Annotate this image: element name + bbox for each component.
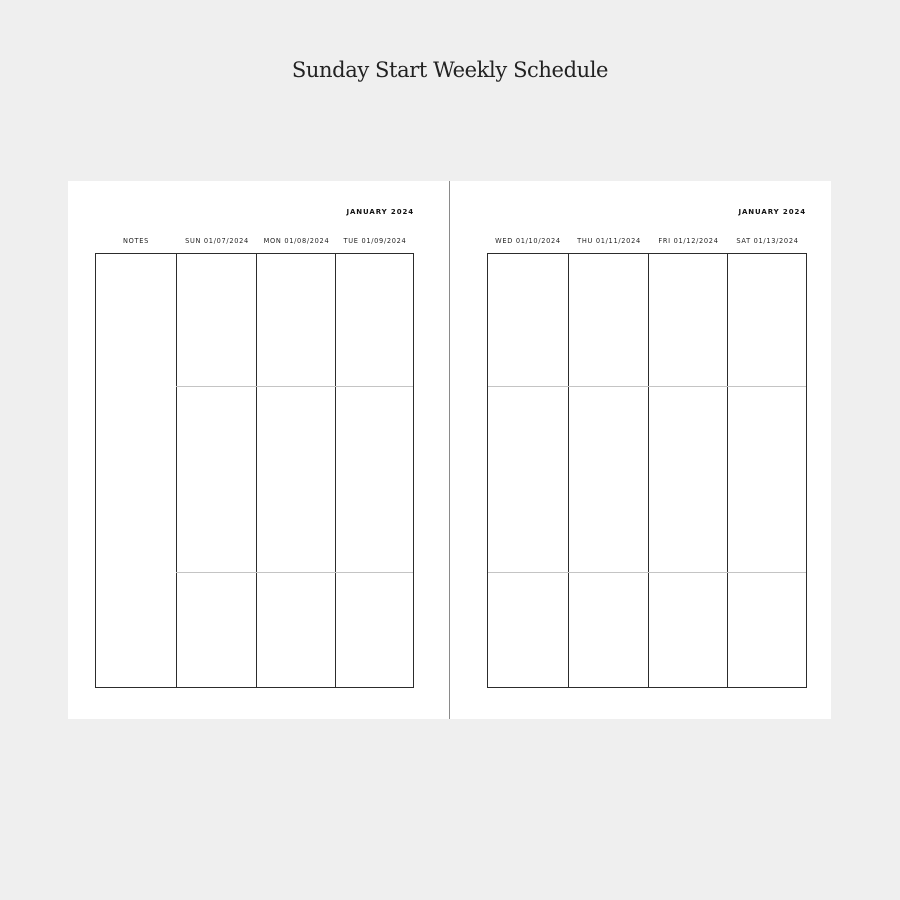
column-header-sat: SAT 01/13/2024: [736, 237, 799, 245]
column-header-tue: TUE 01/09/2024: [343, 237, 407, 245]
column-header-mon: MON 01/08/2024: [263, 237, 330, 245]
day-column-sun: [176, 237, 257, 687]
notes-column: [96, 237, 176, 687]
day-column-fri: [648, 237, 728, 687]
day-column-tue: [335, 237, 414, 687]
schedule-grid-right: [487, 237, 807, 688]
day-column-mon: [256, 237, 336, 687]
schedule-grid-left: [95, 237, 414, 688]
section-divider: [488, 386, 806, 387]
day-column-wed: [488, 237, 568, 687]
day-column-sat: [727, 237, 807, 687]
section-divider: [488, 572, 806, 573]
column-header-fri: FRI 01/12/2024: [658, 237, 719, 245]
column-header-sun: SUN 01/07/2024: [185, 237, 249, 245]
column-header-notes: NOTES: [122, 237, 149, 245]
section-divider: [176, 572, 413, 573]
day-column-thu: [568, 237, 649, 687]
page-title: Sunday Start Weekly Schedule: [291, 58, 609, 82]
section-divider: [176, 386, 413, 387]
column-header-wed: WED 01/10/2024: [495, 237, 561, 245]
month-label: JANUARY 2024: [738, 208, 806, 216]
planner-spread: [68, 181, 831, 719]
month-label: JANUARY 2024: [346, 208, 414, 216]
right-page: [450, 181, 831, 719]
column-header-thu: THU 01/11/2024: [577, 237, 641, 245]
left-page: [68, 181, 449, 719]
